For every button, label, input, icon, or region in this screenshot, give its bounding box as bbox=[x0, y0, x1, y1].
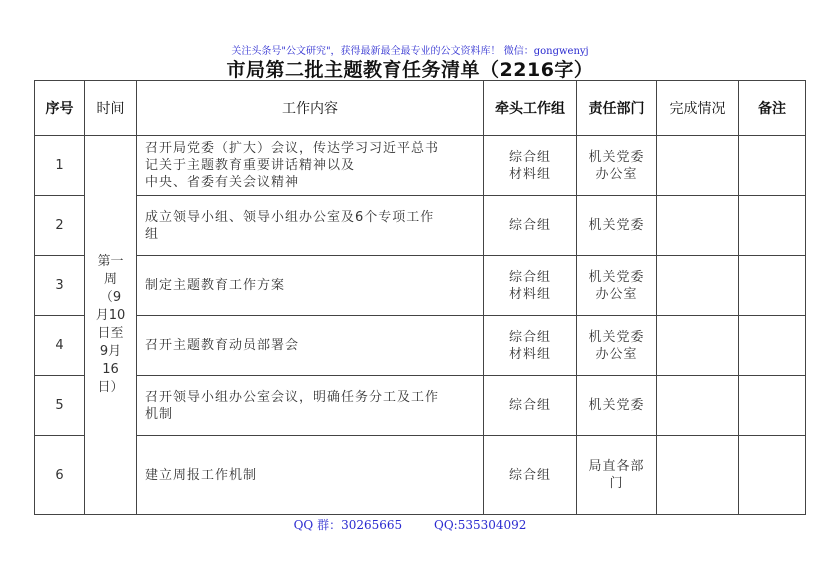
table-row bbox=[35, 376, 806, 436]
task-content-line: 中央、省委有关会议精神 bbox=[145, 175, 300, 190]
footer-contacts bbox=[0, 516, 820, 533]
responsible-dept-line: 办公室 bbox=[595, 166, 638, 182]
responsible-dept-line: 局直各部 bbox=[588, 459, 645, 474]
lead-group-line: 综合组 bbox=[508, 149, 551, 165]
document-title: 市局第二批主题教育任务清单（2216字） bbox=[226, 59, 594, 81]
responsible-dept bbox=[577, 316, 657, 376]
lead-group bbox=[484, 256, 577, 316]
completion-status bbox=[657, 316, 739, 376]
lead-group-line: 综合组 bbox=[508, 218, 551, 233]
task-content bbox=[137, 136, 484, 196]
remark bbox=[739, 196, 806, 256]
header-remark: 备注 bbox=[739, 81, 806, 136]
task-content-line: 建立周报工作机制 bbox=[145, 467, 258, 483]
week-line: 月10 bbox=[95, 308, 126, 323]
task-content-line: 机制 bbox=[145, 406, 174, 422]
completion-status bbox=[657, 196, 739, 256]
responsible-dept-line: 机关党委 bbox=[588, 398, 645, 413]
week-line: 16 bbox=[102, 362, 119, 377]
completion-status bbox=[657, 136, 739, 196]
responsible-dept bbox=[577, 136, 657, 196]
header-dept: 责任部门 bbox=[577, 81, 657, 136]
remark bbox=[739, 256, 806, 316]
task-content bbox=[137, 376, 484, 436]
table-row bbox=[35, 316, 806, 376]
task-content-line: 召开主题教育动员部署会 bbox=[145, 338, 300, 353]
remark bbox=[739, 136, 806, 196]
responsible-dept-line: 机关党委 bbox=[588, 149, 645, 165]
remark bbox=[739, 376, 806, 436]
week-line: 第一 bbox=[97, 254, 124, 269]
week-line: 日至 bbox=[97, 326, 124, 341]
week-line: （9 bbox=[99, 290, 122, 305]
responsible-dept-line: 办公室 bbox=[595, 346, 638, 362]
header-index: 序号 bbox=[35, 81, 85, 136]
table-header-row bbox=[35, 81, 806, 136]
lead-group bbox=[484, 196, 577, 256]
week-line: 周 bbox=[103, 272, 117, 287]
header-content: 工作内容 bbox=[137, 81, 484, 136]
task-content bbox=[137, 196, 484, 256]
completion-status bbox=[657, 436, 739, 515]
lead-group bbox=[484, 376, 577, 436]
task-content-line: 组 bbox=[145, 226, 160, 242]
row-index: 4 bbox=[35, 316, 85, 376]
footer-qq-group: QQ 群：30265665 bbox=[293, 518, 403, 532]
week-line: 日） bbox=[97, 380, 124, 395]
task-content bbox=[137, 436, 484, 515]
responsible-dept-line: 机关党委 bbox=[588, 269, 645, 285]
lead-group bbox=[484, 316, 577, 376]
completion-status bbox=[657, 256, 739, 316]
row-index: 6 bbox=[35, 436, 85, 515]
task-content-line: 制定主题教育工作方案 bbox=[145, 278, 286, 293]
table-row bbox=[35, 136, 806, 196]
task-content-line: 召开领导小组办公室会议，明确任务分工及工作 bbox=[145, 389, 440, 405]
responsible-dept-line: 办公室 bbox=[595, 286, 638, 302]
table-row bbox=[35, 196, 806, 256]
row-index: 5 bbox=[35, 376, 85, 436]
lead-group-line: 综合组 bbox=[508, 467, 551, 483]
lead-group-line: 综合组 bbox=[508, 398, 551, 413]
task-content bbox=[137, 256, 484, 316]
task-content-line: 召开局党委（扩大）会议，传达学习习近平总书 bbox=[145, 141, 440, 156]
task-content-line: 记关于主题教育重要讲话精神以及 bbox=[145, 158, 356, 173]
responsible-dept-line: 机关党委 bbox=[588, 218, 645, 233]
header-notice: 关注头条号"公文研究"，获得最新最全最专业的公文资料库！ 微信：gongwenyj bbox=[231, 46, 589, 57]
week-line: 9月 bbox=[99, 344, 122, 359]
table-row bbox=[35, 436, 806, 515]
responsible-dept bbox=[577, 196, 657, 256]
task-content-line: 成立领导小组、领导小组办公室及6个专项工作 bbox=[145, 209, 435, 225]
lead-group-line: 材料组 bbox=[508, 286, 551, 302]
row-index: 2 bbox=[35, 196, 85, 256]
table-row bbox=[35, 256, 806, 316]
row-index: 3 bbox=[35, 256, 85, 316]
task-table bbox=[34, 80, 806, 515]
footer-qq: QQ:535304092 bbox=[433, 518, 527, 532]
week-cell bbox=[85, 136, 137, 515]
row-index: 1 bbox=[35, 136, 85, 196]
responsible-dept bbox=[577, 256, 657, 316]
responsible-dept bbox=[577, 376, 657, 436]
remark bbox=[739, 436, 806, 515]
responsible-dept-line: 机关党委 bbox=[588, 329, 645, 345]
completion-status bbox=[657, 376, 739, 436]
lead-group-line: 综合组 bbox=[508, 329, 551, 345]
lead-group bbox=[484, 136, 577, 196]
header-status: 完成情况 bbox=[657, 81, 739, 136]
responsible-dept-line: 门 bbox=[609, 476, 624, 491]
header-time: 时间 bbox=[85, 81, 137, 136]
lead-group-line: 材料组 bbox=[508, 166, 551, 182]
header-lead-group: 牵头工作组 bbox=[484, 81, 577, 136]
lead-group-line: 材料组 bbox=[508, 346, 551, 362]
lead-group-line: 综合组 bbox=[508, 269, 551, 285]
responsible-dept bbox=[577, 436, 657, 515]
lead-group bbox=[484, 436, 577, 515]
remark bbox=[739, 316, 806, 376]
task-content bbox=[137, 316, 484, 376]
